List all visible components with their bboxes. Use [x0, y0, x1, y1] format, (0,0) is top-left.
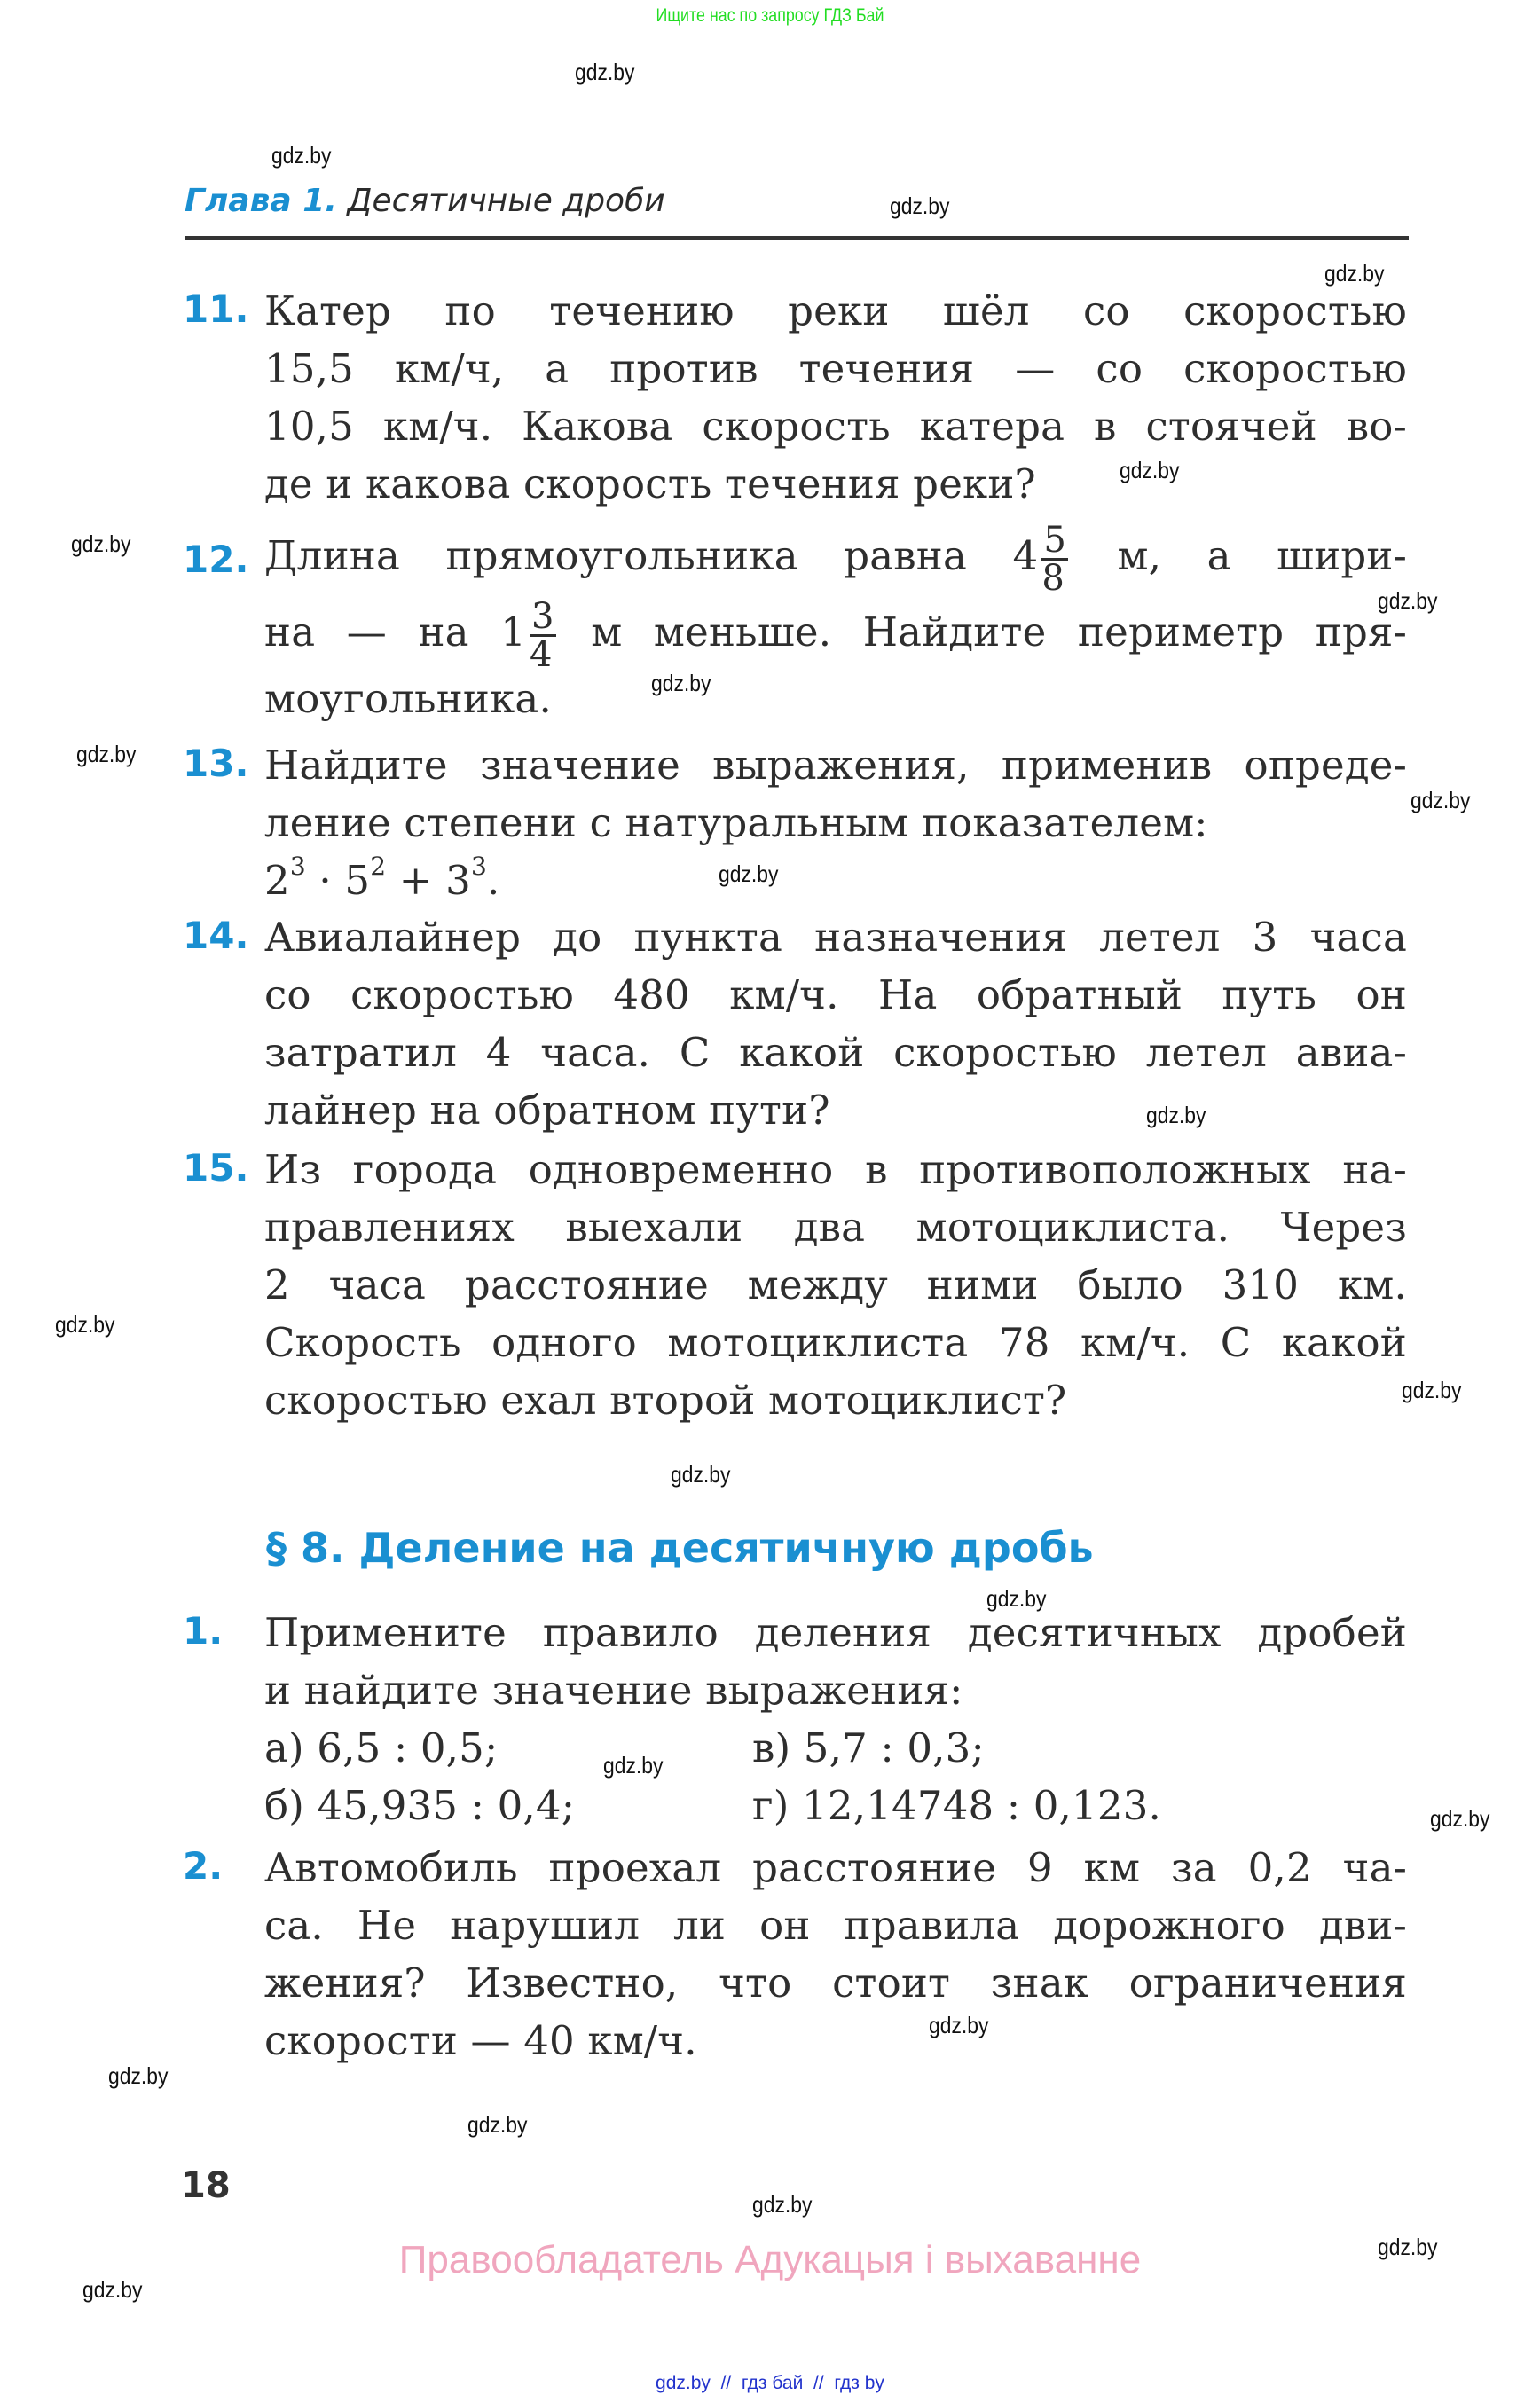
text-line [264, 596, 1407, 675]
text-line: лайнер на обратном пути? [264, 1087, 830, 1134]
rights-holder-notice: Правообладатель Адукацыя і выхаванне [398, 2238, 1142, 2281]
base: 5 [344, 857, 371, 904]
task-13 [183, 736, 1407, 909]
watermark: gdz.by [1120, 457, 1180, 483]
exponent: 3 [289, 852, 306, 881]
task-text [264, 1604, 1407, 1834]
task-number: 1. [183, 1609, 224, 1653]
watermark: gdz.by [752, 2191, 813, 2218]
text-line: 15,5 км/ч, а против течения — со скоростью [264, 345, 1407, 392]
fraction-numerator: 5 [1043, 520, 1066, 561]
text-span: на — на [264, 609, 469, 656]
watermark: gdz.by [76, 741, 137, 767]
text-line: Автомобиль проехал расстояние 9 км за 0,2 ча- [264, 1844, 1407, 1891]
watermark: gdz.by [929, 2012, 989, 2038]
text-line: Из города одновременно в противоположных на- [264, 1146, 1407, 1193]
mixed-fraction [500, 596, 560, 675]
footer-links[interactable]: gdz.by // гдз бай // гдз by [656, 2373, 884, 2393]
text-span: Длина прямоугольника равна [264, 532, 967, 579]
watermark: gdz.by [1324, 260, 1385, 287]
text-line [264, 520, 1407, 599]
text-line: со скоростью 480 км/ч. На обратный путь он [264, 971, 1407, 1018]
text-line: моугольника. [264, 675, 552, 722]
watermark: gdz.by [1410, 787, 1471, 813]
option-g: г) 12,14748 : 0,123. [752, 1782, 1162, 1829]
fraction-whole: 4 [1012, 532, 1039, 579]
chapter-title: Десятичные дроби [347, 183, 665, 219]
watermark: gdz.by [1378, 587, 1438, 614]
task-11 [183, 282, 1407, 513]
task-number: 14. [183, 914, 249, 957]
task-12 [183, 520, 1407, 726]
task-14 [183, 908, 1407, 1139]
text-line: скоростью ехал второй мотоциклист? [264, 1377, 1067, 1424]
task-number: 13. [183, 742, 249, 785]
text-line: де и какова скорость течения реки? [264, 460, 1036, 507]
watermark: gdz.by [603, 1752, 664, 1779]
watermark: gdz.by [671, 1461, 731, 1488]
watermark: gdz.by [890, 192, 950, 219]
text-line: затратил 4 часа. С какой скоростью летел авиа- [264, 1029, 1407, 1076]
base: 3 [445, 857, 471, 904]
fraction [530, 596, 556, 675]
fraction-denominator: 8 [1041, 558, 1065, 599]
task-15 [183, 1141, 1407, 1429]
watermark: gdz.by [71, 530, 131, 557]
watermark: gdz.by [1402, 1377, 1462, 1403]
text-line: Найдите значение выражения, применив опреде- [264, 742, 1407, 789]
text-line: скорости — 40 км/ч. [264, 2017, 697, 2064]
section-task-1 [183, 1604, 1407, 1834]
watermark: gdz.by [82, 2276, 143, 2303]
header-divider [185, 236, 1409, 240]
fraction-denominator: 4 [530, 634, 553, 675]
base: 2 [264, 857, 290, 904]
exponent: 2 [370, 852, 387, 881]
task-number: 15. [183, 1146, 249, 1190]
task-text [264, 908, 1407, 1139]
chapter-number: Глава 1. [185, 183, 337, 219]
math-expression [264, 852, 1407, 909]
watermark: gdz.by [55, 1311, 115, 1338]
top-search-banner[interactable]: Ищите нас по запросу ГДЗ Бай [656, 5, 884, 26]
watermark: gdz.by [108, 2062, 169, 2089]
text-line: Скорость одного мотоциклиста 78 км/ч. С какой [264, 1319, 1407, 1366]
section-task-2 [183, 1839, 1407, 2069]
exercise-options [264, 1719, 1407, 1834]
mixed-fraction [1012, 520, 1072, 599]
page-number: 18 [181, 2165, 231, 2206]
fraction-numerator: 3 [531, 596, 554, 637]
task-text [264, 1839, 1407, 2069]
text-line: Примените правило деления десятичных дробей [264, 1609, 1407, 1656]
text-line: и найдите значение выражения: [264, 1667, 963, 1714]
task-text [264, 282, 1407, 513]
watermark: gdz.by [651, 670, 711, 696]
fraction-whole: 1 [500, 609, 527, 656]
watermark: gdz.by [271, 142, 332, 169]
watermark: gdz.by [1430, 1805, 1490, 1832]
text-line: Авиалайнер до пункта назначения летел 3 часа [264, 914, 1407, 961]
watermark: gdz.by [986, 1585, 1047, 1612]
text-span: м меньше. Найдите периметр пря- [591, 609, 1407, 656]
text-line: ление степени с натуральным показателем: [264, 799, 1208, 846]
text-line: са. Не нарушил ли он правила дорожного дви- [264, 1902, 1407, 1949]
punctuation: . [487, 857, 500, 904]
text-line: жения? Известно, что стоит знак ограничения [264, 1959, 1407, 2006]
text-line: 10,5 км/ч. Какова скорость катера в стоячей во- [264, 403, 1407, 450]
watermark: gdz.by [1146, 1102, 1206, 1128]
operator: · [305, 857, 345, 904]
task-text [264, 1141, 1407, 1429]
watermark: gdz.by [719, 860, 779, 887]
watermark: gdz.by [1378, 2234, 1438, 2260]
watermark: gdz.by [468, 2111, 528, 2138]
task-number: 12. [183, 538, 249, 581]
section-title: § 8. Деление на десятичную дробь [266, 1524, 1094, 1572]
text-line: правлениях выехали два мотоциклиста. Через [264, 1204, 1407, 1251]
text-span: м, а шири- [1117, 532, 1407, 579]
text-line: Катер по течению реки шёл со скоростью [264, 287, 1407, 334]
option-v: в) 5,7 : 0,3; [752, 1724, 985, 1771]
chapter-header [185, 183, 665, 219]
text-line: 2 часа расстояние между ними было 310 км. [264, 1261, 1407, 1308]
task-text [264, 520, 1407, 726]
task-number: 2. [183, 1844, 224, 1888]
fraction [1041, 520, 1068, 599]
operator: + [386, 857, 446, 904]
task-text [264, 736, 1407, 909]
task-number: 11. [183, 287, 249, 331]
watermark: gdz.by [575, 59, 635, 85]
option-a: а) 6,5 : 0,5; [264, 1724, 499, 1771]
option-b: б) 45,935 : 0,4; [264, 1782, 576, 1829]
exponent: 3 [471, 852, 488, 881]
